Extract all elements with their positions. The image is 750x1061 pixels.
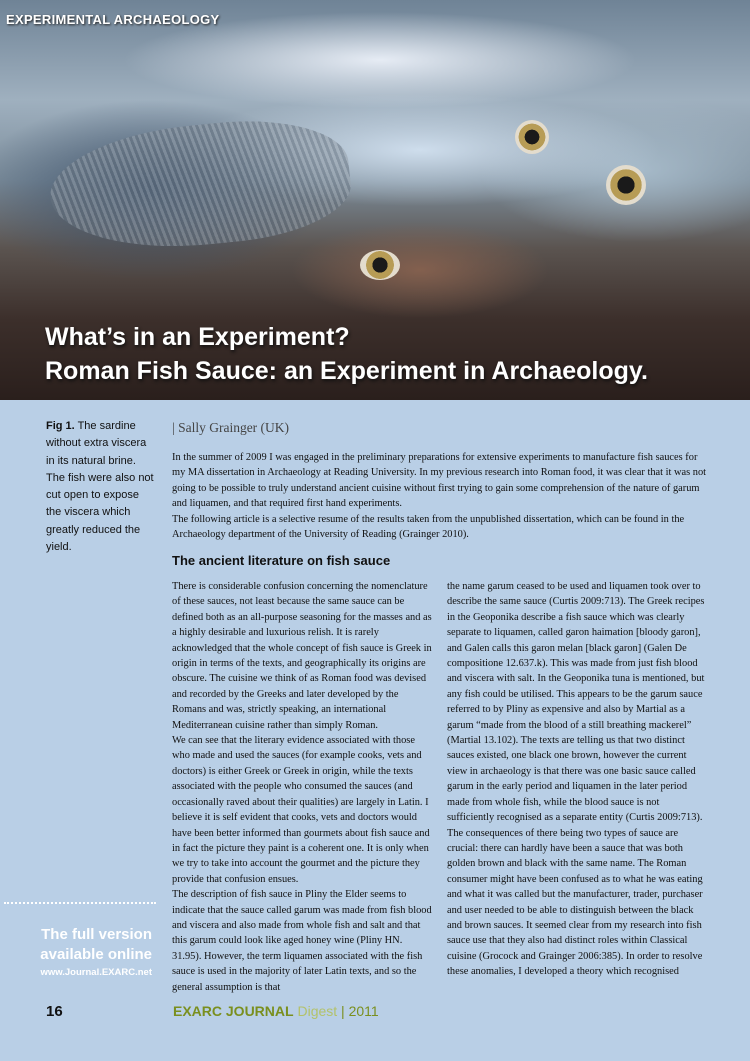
online-promo: [6, 925, 152, 978]
author-byline: | Sally Grainger (UK): [172, 420, 290, 435]
dotted-divider: [4, 902, 156, 904]
journal-digest: Digest: [293, 1003, 338, 1019]
body-paragraph: the name garum ceased to be used and liquamen took over to describe the same sauce (Curtis 2009:713). The Greek recipes in the Geoponika describe a fish sauce which was clearly separate to liquamen, called garon haimation [bloody garon], and Galen calls this garon melan [black garon] (Galen De compositione 12.637.k). This was made from just fish blood and viscera with salt. In the Geoponika tuna is mentioned, but any fish could be utilised. This appears to be the garum sauce referred to by Pliny as expensive and also by Martial as a garum “made from the blood of a still breathing mackerel” (Martial 13.102). The texts are telling us that two distinct sauces existed, one black one brown, however the current view in archaeology is that there was one basic sauce called garum in the early period and liquamen in the later period made from whole fish, while the blood sauce is not sufficiently recognised as a separate entity (Curtis 2009:713).: [447, 581, 705, 824]
section-label: EXPERIMENTAL ARCHAEOLOGY: [6, 12, 220, 27]
section-heading: The ancient literature on fish sauce: [172, 553, 391, 568]
body-paragraph: There is considerable confusion concerning the nomenclature of these sauces, not least because the same sauce can be defined both as an all-purpose seasoning for the masses and as a highly desirable and luxurious relish. It is rarely acknowledged that the whole concept of fish sauce is Greek in origin in terms of the texts, and geographically its origins are obscure. The cuisine we think of as Roman food was devised and recorded by the Greeks and later developed by the Romans and was, strictly speaking, an international Mediterranean cuisine rather than simply Roman.: [172, 581, 432, 731]
page-number: 16: [46, 1003, 63, 1020]
figure-caption-text: The sardine without extra viscera in its natural brine. The fish were also not cut open to expose the viscera which greatly reduced the yield.: [46, 420, 154, 554]
text-column-left: [172, 579, 434, 995]
figure-caption: [46, 418, 156, 556]
fish-eye-shape: [360, 250, 400, 280]
fish-eye-shape: [606, 165, 646, 205]
journal-year: | 2011: [337, 1003, 379, 1019]
promo-line-2: available online: [40, 946, 152, 963]
article-intro: [172, 450, 712, 542]
body-paragraph: We can see that the literary evidence associated with those who made and used the sauces (for example cooks, vets and doctors) is either Greek or Greek in origin, while the texts associated with the people who consumed the sauces (and occasionally raved about their qualities) are largely in Latin. I believe it is self evident that cooks, vets and doctors would have been better informed than gourmets about fish sauce and in fact the picture they paint is a coherent one. It is only when we try to take into account the gourmet and the picture they provide that confusion ensues.: [172, 735, 430, 885]
promo-line-1: The full version: [41, 926, 152, 943]
promo-url-link[interactable]: www.Journal.EXARC.net: [40, 967, 152, 978]
article-title-line-1: What’s in an Experiment?: [45, 323, 350, 351]
journal-footer: [173, 1003, 379, 1019]
intro-paragraph: The following article is a selective resume of the results taken from the unpublished dissertation, which can be found in the Archaeology department of the University of Reading (Grainger 2010).: [172, 513, 685, 541]
intro-paragraph: In the summer of 2009 I was engaged in the preliminary preparations for extensive experiments to manufacture fish sauces for my MA dissertation in Archaeology at Reading University. In my previous research into Roman food, it was clear that it was not going to be possible to truly understand ancient cuisine without first trying to gain some comprehension of the nature of garum and liquamen, and that required first hand experiments.: [172, 452, 707, 510]
article-title-line-2: Roman Fish Sauce: an Experiment in Archaeology.: [45, 357, 648, 385]
figure-caption-label: Fig 1.: [46, 420, 75, 432]
body-paragraph: The consequences of there being two types of sauce are crucial: there can hardly have been a sauce that was both golden brown and black with the same name. The Roman consumer might have been confused as to what he was eating and what it was called but the manufacturer, trader, purchaser and user needed to be able to distinguish between the black and brown sauces. It seemed clear from my research into fish sauce use that they also had distinct roles within Classical cuisine (Grocock and Grainger 2006:385). In order to resolve these anomalies, I developed a theory which recognised: [447, 827, 703, 978]
journal-name: EXARC JOURNAL: [173, 1003, 294, 1019]
hero-photo-sardines: [0, 0, 750, 400]
fish-fin-shape: [45, 110, 356, 261]
fish-eye-shape: [515, 120, 549, 154]
article-title: [45, 320, 648, 388]
text-column-right: [447, 579, 709, 980]
body-paragraph: The description of fish sauce in Pliny the Elder seems to indicate that the sauce called garum was made from fish blood and viscera and also made from whole fish and salt and that this garum could look like aged honey wine (Pliny HN. 31.95). However, the term liquamen associated with the fish sauce is used in the majority of later Latin texts, and so the general assumption is that: [172, 889, 432, 993]
